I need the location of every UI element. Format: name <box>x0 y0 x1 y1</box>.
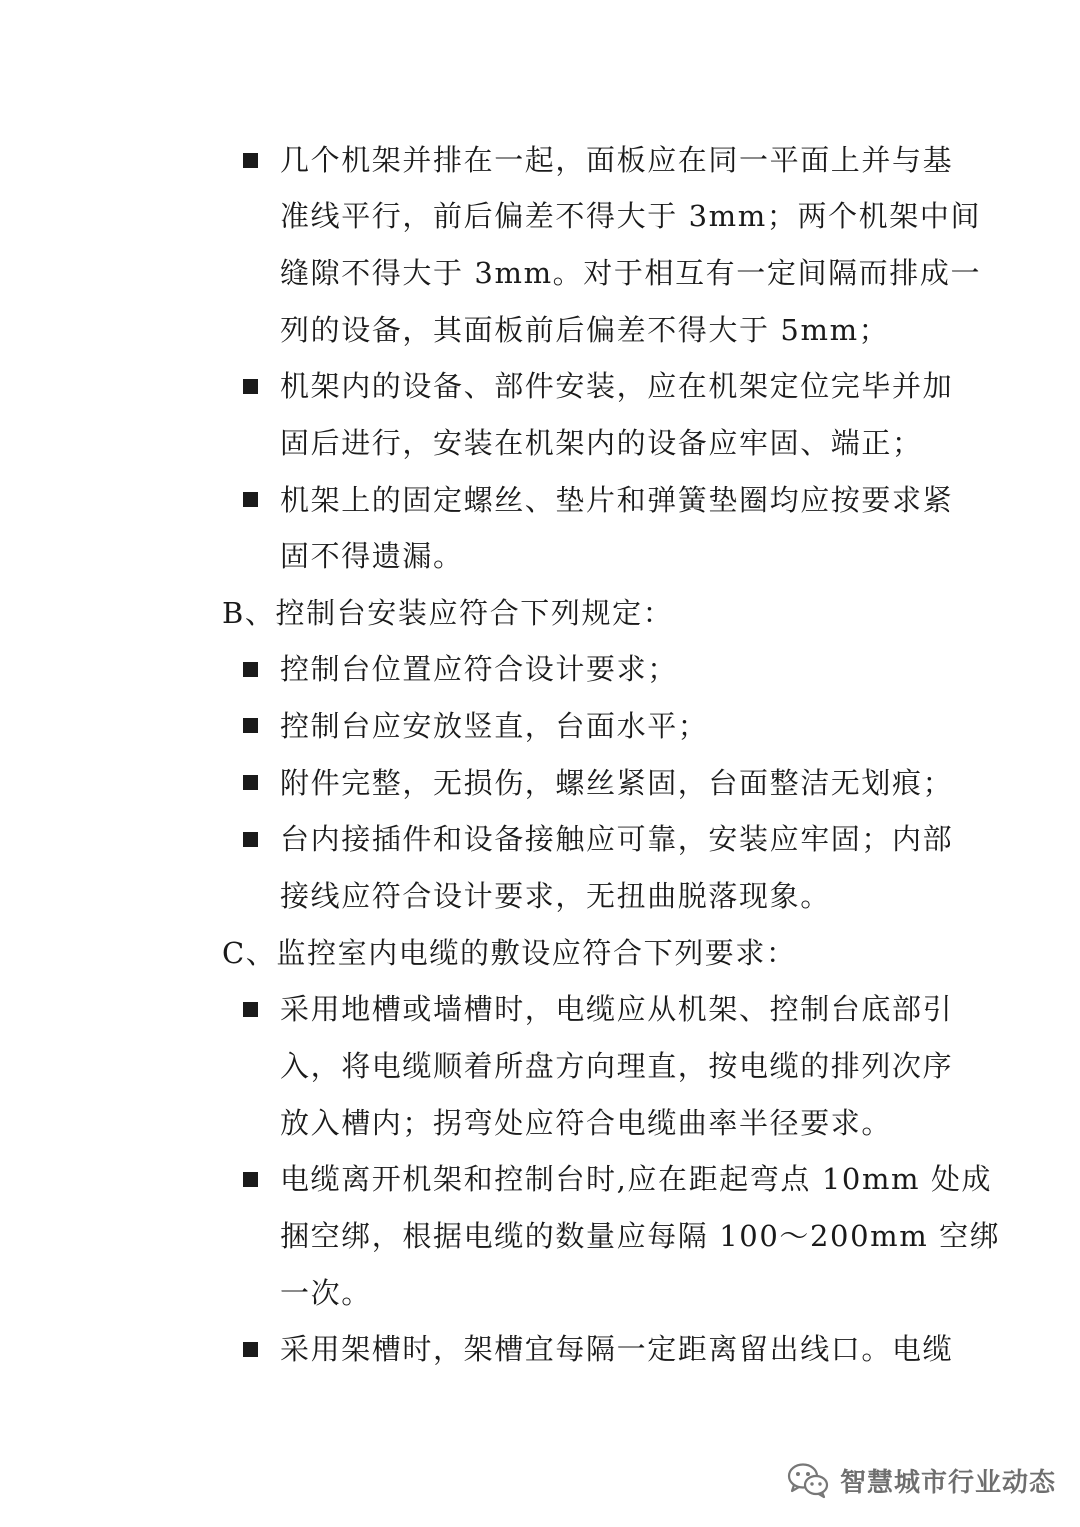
body-text-line: 采用地槽或墙槽时，电缆应从机架、控制台底部引 <box>280 992 954 1026</box>
section-heading-c: C、监控室内电缆的敷设应符合下列要求： <box>222 936 797 970</box>
body-text-line: 几个机架并排在一起，面板应在同一平面上并与基 <box>280 143 954 177</box>
bullet-icon <box>243 718 258 733</box>
body-text-line: 控制台应安放竖直，台面水平； <box>280 709 709 743</box>
watermark-text: 智慧城市行业动态 <box>840 1467 1057 1498</box>
bullet-icon <box>243 492 258 507</box>
bullet-icon <box>243 662 258 677</box>
section-heading-b: B、控制台安装应符合下列规定： <box>222 596 674 630</box>
body-text-line: 捆空绑，根据电缆的数量应每隔 100～200mm 空绑 <box>280 1219 1001 1253</box>
body-text-line: 准线平行，前后偏差不得大于 3mm；两个机架中间 <box>280 199 982 233</box>
body-text-line: 机架上的固定螺丝、垫片和弹簧垫圈均应按要求紧 <box>280 483 954 517</box>
bullet-icon <box>243 1002 258 1017</box>
bullet-icon <box>243 379 258 394</box>
body-text-line: 固不得遗漏。 <box>280 539 464 573</box>
body-text-line: 附件完整，无损伤，螺丝紧固，台面整洁无划痕； <box>280 766 954 800</box>
wechat-icon <box>786 1460 830 1500</box>
body-text-line: 接线应符合设计要求，无扭曲脱落现象。 <box>280 879 831 913</box>
body-text-line: 控制台位置应符合设计要求； <box>280 652 678 686</box>
body-text-line: 电缆离开机架和控制台时,应在距起弯点 10mm 处成 <box>280 1162 993 1196</box>
body-text-line: 缝隙不得大于 3mm。对于相互有一定间隔而排成一 <box>280 256 982 290</box>
body-text-line: 放入槽内；拐弯处应符合电缆曲率半径要求。 <box>280 1106 893 1140</box>
body-text-line: 采用架槽时，架槽宜每隔一定距离留出线口。电缆 <box>280 1332 954 1366</box>
body-text-line: 固后进行，安装在机架内的设备应牢固、端正； <box>280 426 923 460</box>
body-text-line: 机架内的设备、部件安装，应在机架定位完毕并加 <box>280 369 954 403</box>
bullet-icon <box>243 1342 258 1357</box>
body-text-line: 一次。 <box>280 1276 372 1310</box>
bullet-icon <box>243 832 258 847</box>
body-text-line: 入，将电缆顺着所盘方向理直，按电缆的排列次序 <box>280 1049 954 1083</box>
body-text-line: 列的设备，其面板前后偏差不得大于 5mm； <box>280 313 890 347</box>
bullet-icon <box>243 153 258 168</box>
bullet-icon <box>243 775 258 790</box>
body-text-line: 台内接插件和设备接触应可靠，安装应牢固；内部 <box>280 822 954 856</box>
watermark <box>786 1455 1056 1505</box>
bullet-icon <box>243 1172 258 1187</box>
